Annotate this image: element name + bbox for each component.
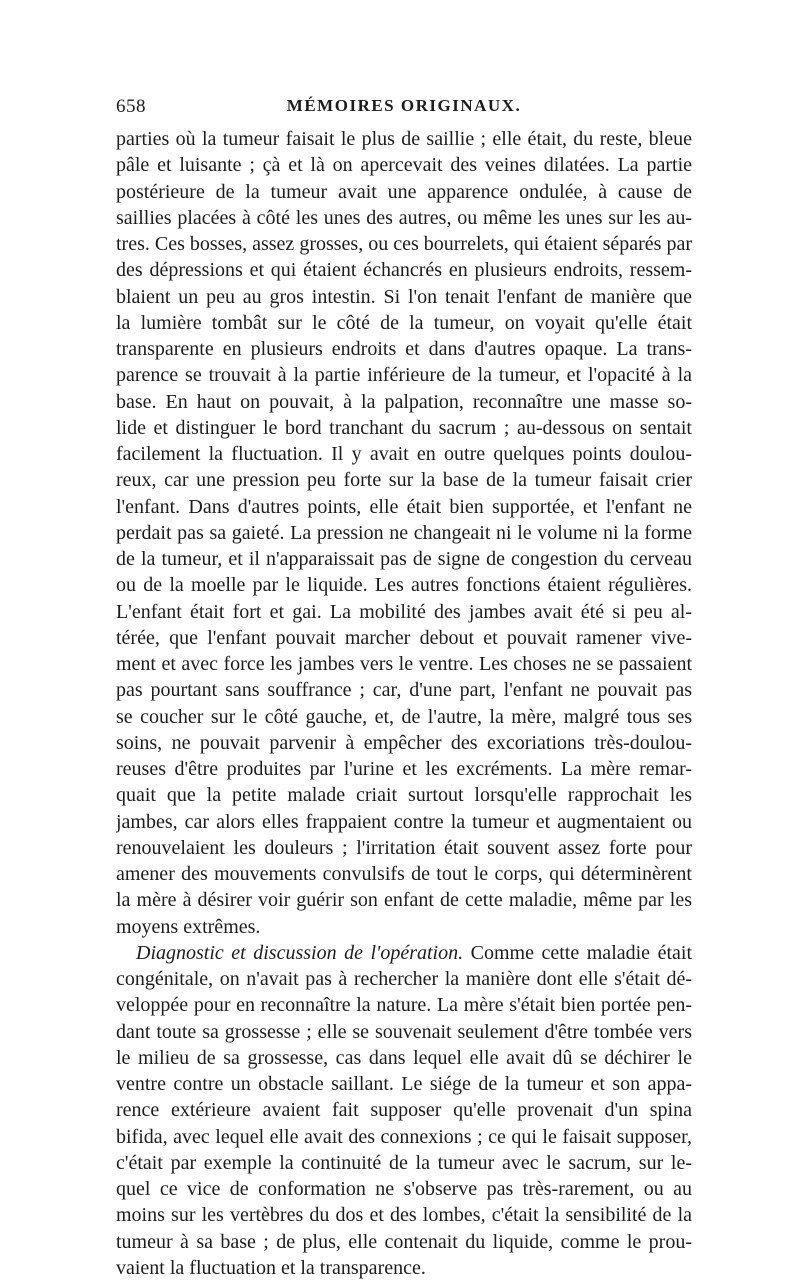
paragraph-1 [116, 126, 692, 940]
text-line: blaient un peu au gros intestin. Si l'on tenait l'enfant de manière que [116, 285, 692, 308]
page-number: 658 [116, 96, 146, 117]
text-line: quel ce vice de conformation ne s'observe pas très-rarement, ou au [116, 1178, 692, 1200]
text-line-rest: Comme cette maladie était [470, 941, 692, 964]
text-line: l'enfant. Dans d'autres points, elle était bien supportée, et l'enfant ne [116, 495, 692, 518]
text-line: moins sur les vertèbres du dos et des lombes, c'était la sensibilité de la [116, 1204, 692, 1227]
text-line: pâle et luisante ; çà et là on apercevait des veines dilatées. La partie [116, 154, 692, 177]
text-line: L'enfant était fort et gai. La mobilité des jambes avait été si peu al- [116, 600, 692, 623]
text-line: la lumière tombât sur le côté de la tumeur, on voyait qu'elle était [116, 311, 692, 334]
text-line: ment et avec force les jambes vers le ventre. Les choses ne se passaient [116, 653, 692, 675]
text-line: c'était par exemple la continuité de la tumeur avec le sacrum, sur le- [116, 1151, 692, 1174]
section-heading: Diagnostic et discussion de l'opération. [136, 941, 464, 964]
text-line: reux, car une pression peu forte sur la base de la tumeur faisait crier [116, 469, 692, 492]
text-line: dant toute sa grossesse ; elle se souvenait seulement d'être tombée vers [116, 1020, 692, 1043]
text-line: ou de la moelle par le liquide. Les autres fonctions étaient régulières. [116, 574, 692, 597]
text-line: facilement la fluctuation. Il y avait en outre quelques points doulou- [116, 443, 692, 465]
text-line: bifida, avec lequel elle avait des connexions ; ce qui le faisait supposer, [116, 1125, 692, 1148]
text-line: parties où la tumeur faisait le plus de saillie ; elle était, du reste, bleue [116, 128, 692, 150]
text-line: des dépressions et qui étaient échancrés en plusieurs endroits, ressem- [116, 259, 692, 282]
text-line: reuses d'être produites par l'urine et les excréments. La mère remar- [116, 758, 692, 780]
text-line: le milieu de sa grossesse, cas dans lequel elle avait dû se déchirer le [116, 1046, 692, 1069]
text-line [116, 940, 692, 966]
text-line: perdait pas sa gaieté. La pression ne changeait ni le volume ni la forme [116, 521, 692, 544]
paragraph-2 [116, 940, 692, 1281]
text-line: tumeur à sa base ; de plus, elle contenait du liquide, comme le prou- [116, 1230, 692, 1253]
text-line: ventre contre un obstacle saillant. Le siége de la tumeur et son appa- [116, 1073, 692, 1095]
text-line: la mère à désirer voir guérir son enfant de cette maladie, même par les [116, 889, 692, 912]
text-line: jambes, car alors elles frappaient contre la tumeur et augmentaient ou [116, 810, 692, 833]
text-line: rence extérieure avaient fait supposer qu'elle provenait d'un spina [116, 1099, 692, 1122]
text-line: congénitale, on n'avait pas à rechercher la manière dont elle s'était dé- [116, 968, 692, 990]
page-header [116, 96, 692, 124]
text-line: vaient la fluctuation et la transparence. [116, 1256, 426, 1279]
text-line: saillies placées à côté les unes des autres, ou même les unes sur les au- [116, 206, 692, 229]
text-line: parence se trouvait à la partie inférieure de la tumeur, et l'opacité à la [116, 364, 692, 387]
text-line: base. En haut on pouvait, à la palpation, reconnaître une masse so- [116, 390, 692, 413]
text-line: térée, que l'enfant pouvait marcher debout et pouvait ramener vive- [116, 626, 692, 649]
text-line: moyens extrêmes. [116, 915, 261, 938]
text-line: postérieure de la tumeur avait une apparence ondulée, à cause de [116, 180, 692, 203]
body-text [116, 126, 692, 1281]
text-line: pas pourtant sans souffrance ; car, d'une part, l'enfant ne pouvait pas [116, 679, 692, 702]
text-line: renouvelaient les douleurs ; l'irritation était souvent assez forte pour [116, 836, 692, 859]
text-line: veloppée pour en reconnaître la nature. La mère s'était bien portée pen- [116, 994, 692, 1017]
text-line: soins, ne pouvait parvenir à empêcher des excoriations très-doulou- [116, 731, 692, 754]
text-line: tres. Ces bosses, assez grosses, ou ces bourrelets, qui étaient séparés par [116, 233, 692, 255]
text-line: se coucher sur le côté gauche, et, de l'autre, la mère, malgré tous ses [116, 705, 692, 728]
text-line: transparente en plusieurs endroits et dans d'autres opaque. La trans- [116, 338, 692, 360]
text-line: amener des mouvements convulsifs de tout le corps, qui déterminèrent [116, 863, 692, 885]
text-line: quait que la petite malade criait surtout lorsqu'elle rapprochait les [116, 784, 692, 807]
text-line: de la tumeur, et il n'apparaissait pas de signe de congestion du cerveau [116, 548, 692, 570]
running-title: MÉMOIRES ORIGINAUX. [286, 96, 522, 115]
text-line: lide et distinguer le bord tranchant du sacrum ; au-dessous on sentait [116, 416, 692, 439]
